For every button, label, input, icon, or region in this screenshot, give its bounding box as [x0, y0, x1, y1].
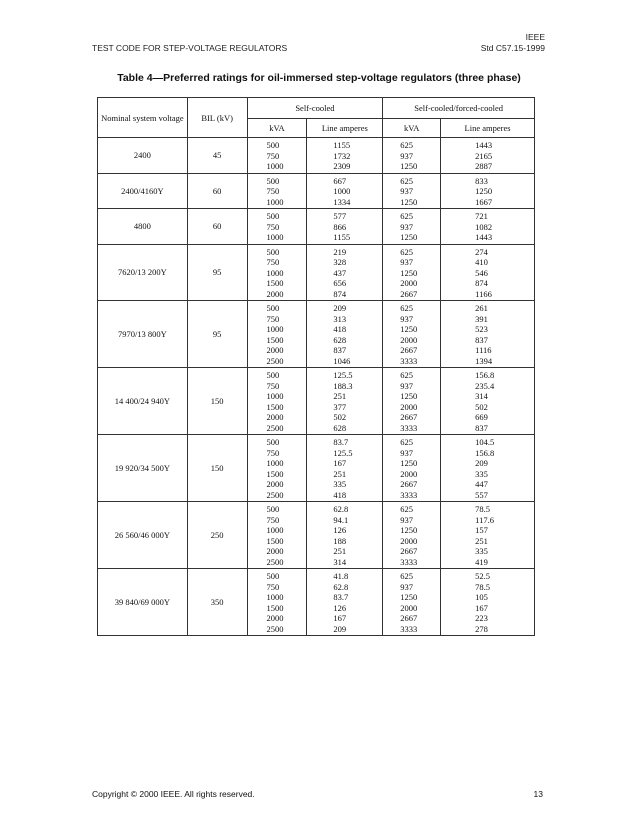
table-value: 167: [475, 602, 488, 613]
bil-cell: 350: [187, 569, 247, 636]
table-value: 274: [475, 246, 488, 257]
line-amperes-forced-cooled-cell: [441, 301, 535, 368]
table-value: 750: [266, 313, 280, 324]
table-value: 625: [400, 140, 414, 150]
table-value: 721: [475, 211, 488, 221]
kva-self-cooled-cell: [247, 244, 307, 301]
table-value: 3333: [400, 489, 418, 500]
kva-forced-cooled-cell: [383, 209, 441, 245]
table-value: 2000: [400, 278, 418, 288]
table-value: 167: [333, 613, 347, 623]
table-value: 1000: [266, 196, 284, 207]
table-value: 188.3: [333, 380, 353, 391]
table-value: 391: [475, 313, 488, 324]
table-value: 1500: [266, 602, 284, 613]
copyright-notice: Copyright © 2000 IEEE. All rights reserved.: [92, 789, 255, 799]
table-value: 502: [333, 412, 347, 422]
header-nominal-voltage: Nominal system voltage: [98, 98, 188, 138]
table-value: 2000: [400, 602, 418, 613]
kva-forced-cooled-cell: [383, 138, 441, 174]
table-value: 837: [475, 334, 488, 345]
table-value: 500: [266, 370, 280, 380]
table-value: 52.5: [475, 571, 491, 581]
table-caption: Table 4—Preferred ratings for oil-immersed step-voltage regulators (three phase): [117, 72, 521, 84]
table-value: 188: [333, 535, 347, 546]
ratings-table-body: [98, 138, 535, 636]
kva-self-cooled-cell: [247, 138, 307, 174]
table-value: 937: [400, 186, 414, 196]
table-value: 251: [333, 546, 347, 556]
bil-cell: 95: [187, 301, 247, 368]
table-value: 251: [333, 391, 347, 401]
table-value: 1394: [475, 355, 493, 366]
table-value: 937: [400, 221, 414, 232]
line-amperes-forced-cooled-cell: [441, 173, 535, 209]
nominal-voltage-cell: 39 840/69 000Y: [98, 569, 188, 636]
table-value: 117.6: [475, 514, 494, 525]
table-row: [98, 209, 535, 245]
running-header-standard: [481, 32, 545, 54]
table-row: [98, 569, 535, 636]
line-amperes-forced-cooled-cell: [441, 502, 535, 569]
table-value: 937: [400, 447, 414, 458]
table-value: 937: [400, 313, 414, 324]
table-value: 419: [475, 556, 488, 567]
table-value: 1500: [266, 468, 284, 479]
table-value: 1000: [333, 186, 351, 196]
line-amperes-self-cooled-cell: [307, 435, 383, 502]
table-value: 2500: [266, 422, 284, 433]
table-value: 104.5: [475, 437, 495, 447]
table-value: 2000: [400, 334, 418, 345]
table-value: 750: [266, 581, 280, 592]
table-value: 1155: [333, 232, 351, 242]
table-value: 314: [333, 556, 347, 567]
table-value: 437: [333, 267, 347, 278]
line-amperes-self-cooled-cell: [307, 569, 383, 636]
table-value: 1000: [266, 458, 284, 468]
nominal-voltage-cell: 7620/13 200Y: [98, 244, 188, 301]
nominal-voltage-cell: 14 400/24 940Y: [98, 368, 188, 435]
table-value: 209: [333, 303, 347, 313]
table-value: 750: [266, 186, 280, 196]
ratings-table: [97, 97, 535, 636]
table-value: 837: [475, 422, 488, 433]
table-value: 235.4: [475, 380, 495, 391]
table-value: 1500: [266, 278, 284, 288]
line-amperes-self-cooled-cell: [307, 173, 383, 209]
table-value: 625: [400, 175, 414, 186]
table-value: 1082: [475, 221, 493, 232]
table-value: 125.5: [333, 447, 353, 458]
table-value: 625: [400, 504, 414, 514]
table-value: 1250: [400, 324, 418, 334]
table-value: 937: [400, 581, 414, 592]
table-value: 937: [400, 257, 414, 267]
bil-cell: 150: [187, 368, 247, 435]
line-amperes-forced-cooled-cell: [441, 435, 535, 502]
table-value: 83.7: [333, 437, 349, 447]
table-value: 156.8: [475, 447, 495, 458]
table-value: 625: [400, 437, 414, 447]
table-value: 78.5: [475, 581, 491, 592]
kva-self-cooled-cell: [247, 301, 307, 368]
table-value: 656: [333, 278, 347, 288]
table-value: 833: [475, 175, 488, 186]
table-value: 1500: [266, 334, 284, 345]
table-value: 2500: [266, 623, 284, 634]
running-header-title: TEST CODE FOR STEP-VOLTAGE REGULATORS: [92, 43, 288, 53]
table-row: [98, 301, 535, 368]
table-value: 500: [266, 504, 280, 514]
table-value: 750: [266, 257, 280, 267]
table-value: 2000: [266, 546, 284, 556]
line-amperes-self-cooled-cell: [307, 368, 383, 435]
line-amperes-self-cooled-cell: [307, 138, 383, 174]
table-value: 667: [333, 175, 347, 186]
nominal-voltage-cell: 19 920/34 500Y: [98, 435, 188, 502]
table-value: 1250: [400, 525, 418, 535]
table-value: 2000: [266, 345, 284, 355]
table-row: [98, 502, 535, 569]
table-value: 2500: [266, 355, 284, 366]
table-value: 625: [400, 303, 414, 313]
table-value: 335: [475, 546, 488, 556]
line-amperes-forced-cooled-cell: [441, 368, 535, 435]
table-value: 2000: [266, 412, 284, 422]
table-value: 126: [333, 602, 347, 613]
table-value: 3333: [400, 422, 418, 433]
kva-forced-cooled-cell: [383, 244, 441, 301]
table-value: 1000: [266, 267, 284, 278]
table-value: 1155: [333, 140, 351, 150]
nominal-voltage-cell: 2400: [98, 138, 188, 174]
table-value: 1334: [333, 196, 351, 207]
table-value: 2000: [400, 535, 418, 546]
header-self-cooled: Self-cooled: [247, 98, 383, 119]
table-value: 328: [333, 257, 347, 267]
table-value: 41.8: [333, 571, 349, 581]
table-value: 577: [333, 211, 347, 221]
table-value: 625: [400, 211, 414, 221]
table-value: 1000: [266, 161, 284, 171]
table-value: 3333: [400, 556, 418, 567]
table-value: 1250: [475, 186, 493, 196]
table-value: 1046: [333, 355, 351, 366]
nominal-voltage-cell: 26 560/46 000Y: [98, 502, 188, 569]
line-amperes-forced-cooled-cell: [441, 209, 535, 245]
line-amperes-self-cooled-cell: [307, 502, 383, 569]
kva-forced-cooled-cell: [383, 173, 441, 209]
table-value: 874: [475, 278, 488, 288]
table-value: 557: [475, 489, 488, 500]
table-value: 625: [400, 571, 414, 581]
table-value: 105: [475, 592, 488, 602]
table-value: 62.8: [333, 581, 349, 592]
table-value: 837: [333, 345, 347, 355]
table-value: 1166: [475, 288, 492, 299]
table-value: 2667: [400, 546, 418, 556]
table-value: 2000: [266, 288, 284, 299]
table-value: 126: [333, 525, 347, 535]
table-value: 1500: [266, 401, 284, 412]
table-value: 261: [475, 303, 488, 313]
table-value: 937: [400, 380, 414, 391]
nominal-voltage-cell: 7970/13 800Y: [98, 301, 188, 368]
table-row: [98, 368, 535, 435]
table-value: 1000: [266, 592, 284, 602]
table-value: 94.1: [333, 514, 349, 525]
table-value: 1116: [475, 345, 492, 355]
table-value: 2500: [266, 489, 284, 500]
table-value: 223: [475, 613, 488, 623]
kva-forced-cooled-cell: [383, 435, 441, 502]
table-value: 1443: [475, 140, 493, 150]
kva-self-cooled-cell: [247, 435, 307, 502]
line-amperes-self-cooled-cell: [307, 301, 383, 368]
page-number: 13: [533, 789, 543, 799]
kva-self-cooled-cell: [247, 173, 307, 209]
kva-forced-cooled-cell: [383, 569, 441, 636]
table-value: 2309: [333, 161, 351, 171]
table-value: 209: [475, 458, 488, 468]
table-value: 1250: [400, 232, 418, 242]
table-value: 1443: [475, 232, 493, 242]
table-value: 628: [333, 422, 347, 433]
table-value: 500: [266, 246, 280, 257]
bil-cell: 95: [187, 244, 247, 301]
table-value: 3333: [400, 355, 418, 366]
table-value: 750: [266, 380, 280, 391]
table-value: 1000: [266, 232, 284, 242]
table-value: 500: [266, 437, 280, 447]
header-std-number: Std C57.15-1999: [480, 43, 545, 53]
table-value: 2165: [475, 150, 493, 161]
header-line-amperes-self-cooled: Line amperes: [307, 119, 383, 138]
table-value: 2667: [400, 479, 418, 489]
table-value: 313: [333, 313, 347, 324]
line-amperes-forced-cooled-cell: [441, 138, 535, 174]
table-value: 750: [266, 150, 280, 161]
table-value: 2887: [475, 161, 493, 171]
table-value: 546: [475, 267, 488, 278]
header-bil: BIL (kV): [187, 98, 247, 138]
table-value: 866: [333, 221, 347, 232]
kva-self-cooled-cell: [247, 209, 307, 245]
table-value: 500: [266, 211, 280, 221]
table-value: 2500: [266, 556, 284, 567]
table-value: 410: [475, 257, 488, 267]
table-value: 314: [475, 391, 488, 401]
table-value: 278: [475, 623, 488, 634]
table-value: 2667: [400, 288, 418, 299]
table-value: 418: [333, 324, 347, 334]
table-value: 2667: [400, 613, 418, 623]
table-value: 2000: [400, 468, 418, 479]
table-value: 156.8: [475, 370, 495, 380]
table-value: 500: [266, 140, 280, 150]
table-value: 78.5: [475, 504, 491, 514]
table-value: 157: [475, 525, 488, 535]
table-value: 1000: [266, 324, 284, 334]
table-value: 2000: [266, 613, 284, 623]
table-value: 335: [475, 468, 488, 479]
table-value: 447: [475, 479, 488, 489]
table-value: 251: [475, 535, 488, 546]
table-value: 625: [400, 370, 414, 380]
header-line-amperes-forced-cooled: Line amperes: [441, 119, 535, 138]
table-value: 209: [333, 623, 347, 634]
table-value: 628: [333, 334, 347, 345]
table-row: [98, 244, 535, 301]
line-amperes-self-cooled-cell: [307, 244, 383, 301]
line-amperes-self-cooled-cell: [307, 209, 383, 245]
kva-forced-cooled-cell: [383, 502, 441, 569]
table-value: 874: [333, 288, 347, 299]
table-value: 2667: [400, 412, 418, 422]
table-value: 750: [266, 447, 280, 458]
table-value: 500: [266, 175, 280, 186]
table-value: 669: [475, 412, 488, 422]
header-kva-self-cooled: kVA: [247, 119, 307, 138]
table-value: 62.8: [333, 504, 349, 514]
table-value: 167: [333, 458, 347, 468]
bil-cell: 60: [187, 173, 247, 209]
header-forced-cooled: Self-cooled/forced-cooled: [383, 98, 535, 119]
nominal-voltage-cell: 4800: [98, 209, 188, 245]
nominal-voltage-cell: 2400/4160Y: [98, 173, 188, 209]
table-value: 1250: [400, 267, 418, 278]
table-value: 1250: [400, 196, 418, 207]
table-value: 335: [333, 479, 347, 489]
table-row: [98, 138, 535, 174]
table-value: 937: [400, 150, 414, 161]
table-value: 500: [266, 571, 280, 581]
table-row: [98, 435, 535, 502]
table-value: 500: [266, 303, 280, 313]
bil-cell: 60: [187, 209, 247, 245]
table-value: 219: [333, 246, 347, 257]
table-value: 1500: [266, 535, 284, 546]
kva-forced-cooled-cell: [383, 368, 441, 435]
table-value: 625: [400, 246, 414, 257]
table-value: 83.7: [333, 592, 349, 602]
table-value: 377: [333, 401, 347, 412]
kva-forced-cooled-cell: [383, 301, 441, 368]
header-org: IEEE: [525, 32, 545, 42]
table-value: 1250: [400, 161, 418, 171]
kva-self-cooled-cell: [247, 368, 307, 435]
bil-cell: 250: [187, 502, 247, 569]
table-value: 2000: [266, 479, 284, 489]
table-value: 1732: [333, 150, 351, 161]
table-value: 1250: [400, 458, 418, 468]
table-row: [98, 173, 535, 209]
header-kva-forced-cooled: kVA: [383, 119, 441, 138]
table-value: 750: [266, 514, 280, 525]
line-amperes-forced-cooled-cell: [441, 244, 535, 301]
table-value: 1250: [400, 391, 418, 401]
line-amperes-forced-cooled-cell: [441, 569, 535, 636]
bil-cell: 150: [187, 435, 247, 502]
table-value: 502: [475, 401, 488, 412]
table-value: 1000: [266, 391, 284, 401]
table-value: 750: [266, 221, 280, 232]
table-value: 1667: [475, 196, 493, 207]
table-value: 3333: [400, 623, 418, 634]
table-value: 2667: [400, 345, 418, 355]
table-value: 251: [333, 468, 347, 479]
table-value: 1000: [266, 525, 284, 535]
bil-cell: 45: [187, 138, 247, 174]
table-value: 1250: [400, 592, 418, 602]
table-value: 2000: [400, 401, 418, 412]
table-value: 523: [475, 324, 488, 334]
table-value: 125.5: [333, 370, 353, 380]
table-value: 937: [400, 514, 414, 525]
kva-self-cooled-cell: [247, 502, 307, 569]
table-value: 418: [333, 489, 347, 500]
kva-self-cooled-cell: [247, 569, 307, 636]
